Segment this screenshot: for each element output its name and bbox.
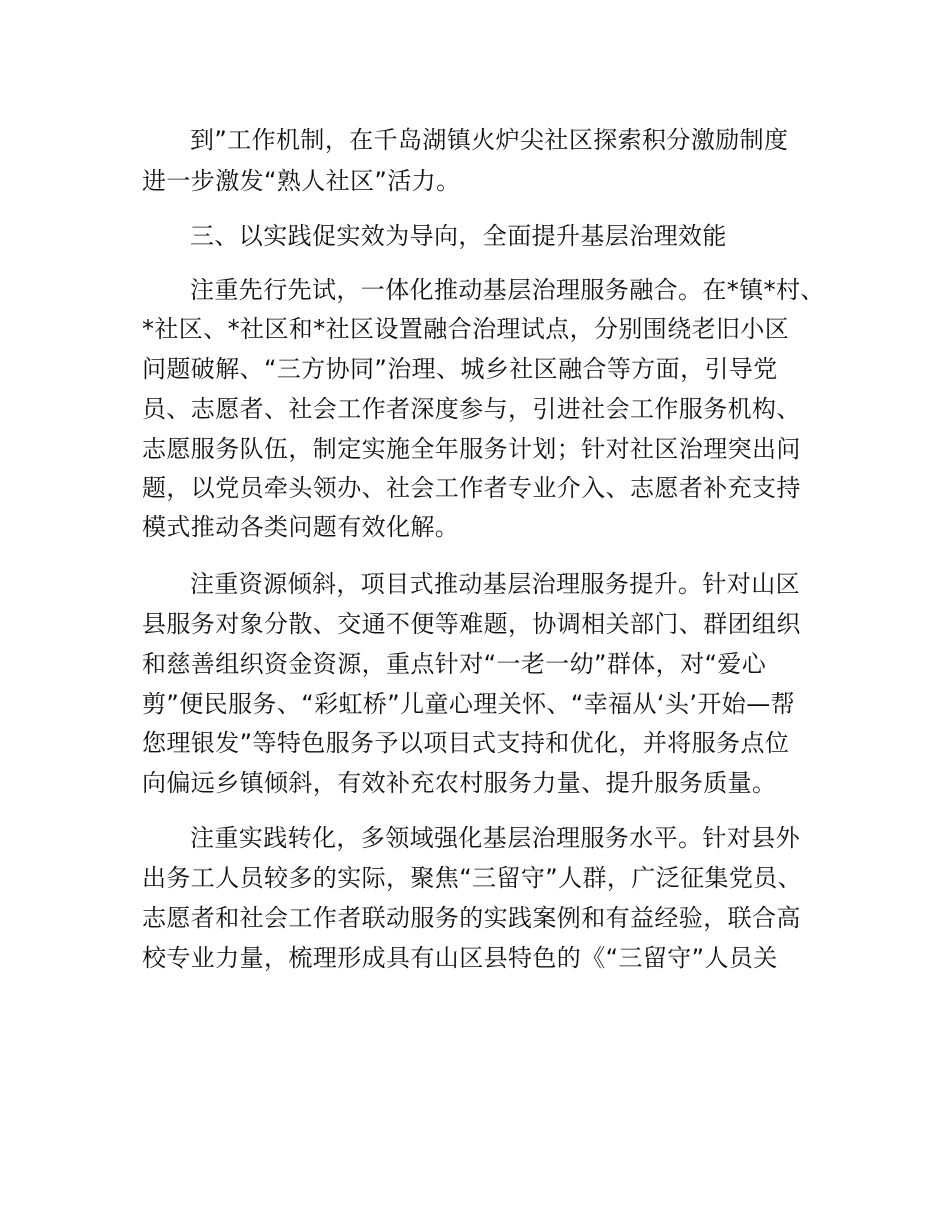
paragraph-line: 模式推动各类问题有效化解。	[142, 513, 460, 541]
paragraph-line: 出务工人员较多的实际，聚焦“三留守”人群，广泛征集党员、	[142, 864, 803, 892]
section-heading: 三、以实践促实效为导向，全面提升基层治理效能	[190, 222, 727, 250]
paragraph-line: 进一步激发“熟人社区”活力。	[142, 167, 461, 195]
paragraph-line: 县服务对象分散、交通不便等难题，协调相关部门、群团组织	[142, 610, 801, 638]
paragraph-line: 和慈善组织资金资源，重点针对“一老一幼”群体，对“爱心	[142, 650, 767, 678]
paragraph-line: 剪”便民服务、“彩虹桥”儿童心理关怀、“幸福从‘头’开始—帮	[142, 690, 795, 718]
paragraph-line: 员、志愿者、社会工作者深度参与，引进社会工作服务机构、	[142, 395, 801, 423]
paragraph-line: 志愿服务队伍，制定实施全年服务计划；针对社区治理突出问	[142, 435, 801, 463]
paragraph-line: 注重实践转化，多领域强化基层治理服务水平。针对县外	[190, 824, 800, 852]
paragraph-line: 您理银发”等特色服务予以项目式支持和优化，并将服务点位	[142, 729, 790, 757]
paragraph-line: 到”工作机制，在千岛湖镇火炉尖社区探索积分激励制度	[190, 126, 789, 154]
paragraph-line: 注重资源倾斜，项目式推动基层治理服务提升。针对山区	[190, 570, 800, 598]
paragraph-line: *社区、*社区和*社区设置融合治理试点，分别围绕老旧小区	[142, 315, 790, 343]
paragraph-line: 注重先行先试，一体化推动基层治理服务融合。在*镇*村、	[190, 276, 825, 304]
paragraph-line: 向偏远乡镇倾斜，有效补充农村服务力量、提升服务质量。	[142, 769, 777, 797]
paragraph-line: 题，以党员牵头领办、社会工作者专业介入、志愿者补充支持	[142, 474, 801, 502]
paragraph-line: 校专业力量，梳理形成具有山区县特色的《“三留守”人员关	[142, 944, 778, 972]
paragraph-line: 志愿者和社会工作者联动服务的实践案例和有益经验，联合高	[142, 904, 801, 932]
paragraph-line: 问题破解、“三方协同”治理、城乡社区融合等方面，引导党	[142, 355, 778, 383]
